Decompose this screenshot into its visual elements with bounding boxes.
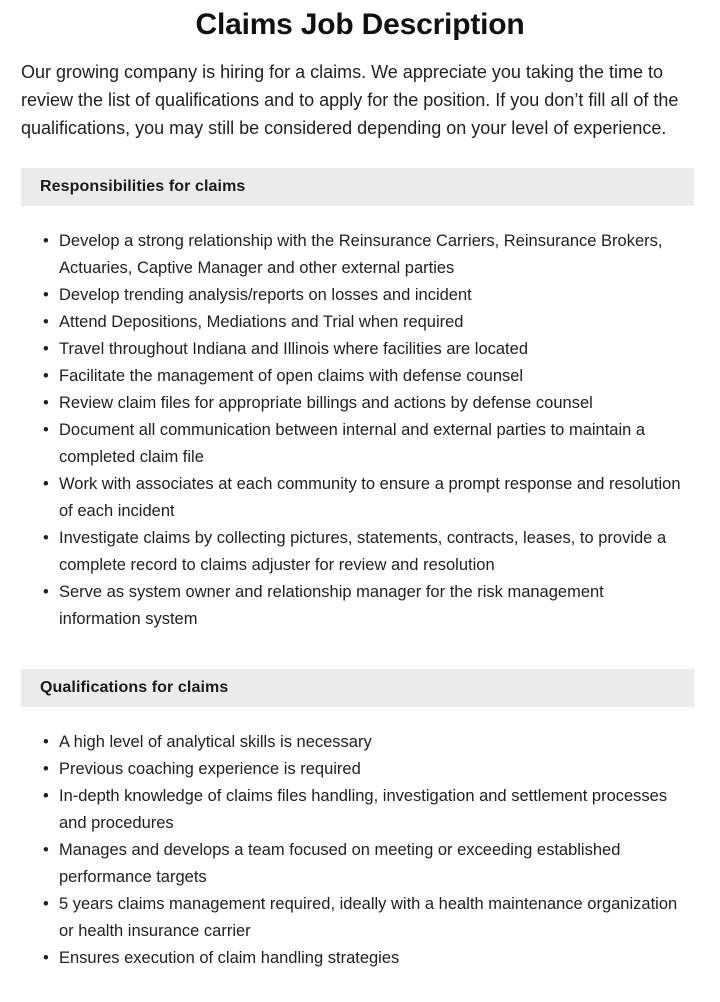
qualifications-list <box>0 729 720 972</box>
section-header-qualifications <box>21 669 694 707</box>
list-item: • Develop trending analysis/reports on losses and incident <box>0 282 720 309</box>
section-header-responsibilities <box>21 168 694 206</box>
responsibilities-list <box>0 228 720 633</box>
list-item: • Manages and develops a team focused on meeting or exceeding established performance targets <box>0 837 720 891</box>
list-item: • Ensures execution of claim handling strategies <box>0 945 720 972</box>
list-item: • Facilitate the management of open claims with defense counsel <box>0 363 720 390</box>
list-item: • In-depth knowledge of claims files handling, investigation and settlement processes and procedures <box>0 783 720 837</box>
list-item: • Attend Depositions, Mediations and Trial when required <box>0 309 720 336</box>
intro-paragraph: Our growing company is hiring for a claims. We appreciate you taking the time to review the list of qualifications and to apply for the position. If you don’t fill all of the qualifications, you may still be considered depending on your level of experience. <box>21 62 679 138</box>
list-item: • 5 years claims management required, ideally with a health maintenance organization or health insurance carrier <box>0 891 720 945</box>
list-item: • A high level of analytical skills is necessary <box>0 729 720 756</box>
list-item: • Document all communication between internal and external parties to maintain a completed claim file <box>0 417 720 471</box>
list-item: • Work with associates at each community to ensure a prompt response and resolution of each incident <box>0 471 720 525</box>
list-item: • Review claim files for appropriate billings and actions by defense counsel <box>0 390 720 417</box>
list-item: • Travel throughout Indiana and Illinois where facilities are located <box>0 336 720 363</box>
list-item: • Investigate claims by collecting pictures, statements, contracts, leases, to provide a complete record to claims adjuster for review and resolution <box>0 525 720 579</box>
list-item: • Serve as system owner and relationship manager for the risk management information system <box>0 579 720 633</box>
section-header-label: Qualifications for claims <box>40 679 229 696</box>
list-item: • Previous coaching experience is required <box>0 756 720 783</box>
section-header-label: Responsibilities for claims <box>40 178 246 195</box>
list-item: • Develop a strong relationship with the Reinsurance Carriers, Reinsurance Brokers, Actuaries, Captive Manager and other external parties <box>0 228 720 282</box>
page-title: Claims Job Description <box>195 8 525 41</box>
